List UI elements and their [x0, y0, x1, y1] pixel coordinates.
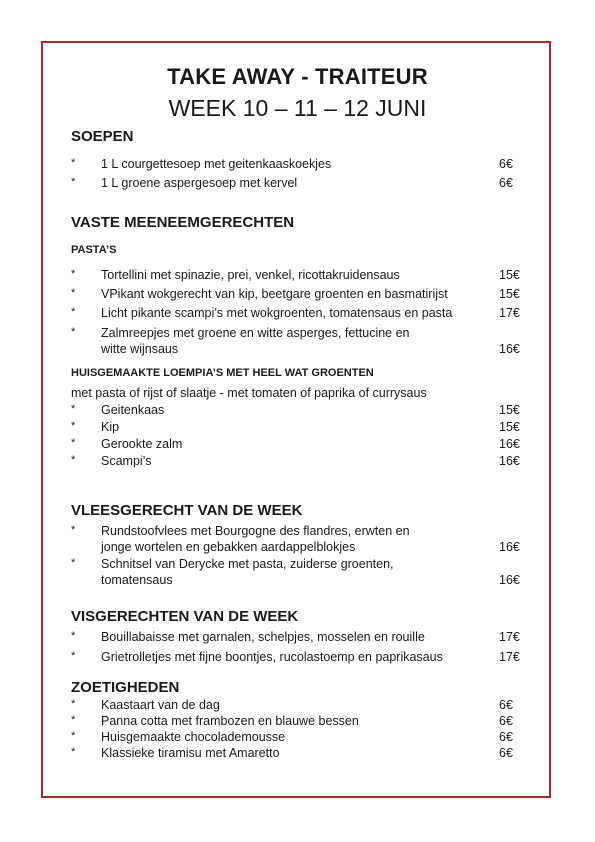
menu-item-name: Zalmreepjes met groene en witte asperges, fettucine en [101, 326, 410, 340]
menu-item-price: 15€ [499, 268, 520, 282]
bullet-star: * [71, 730, 76, 742]
menu-item-name: jonge wortelen en gebakken aardappelblokjes [101, 540, 356, 554]
section-heading: SOEPEN [71, 128, 134, 145]
bullet-star: * [71, 176, 76, 188]
subsection-heading: HUISGEMAAKTE LOEMPIA’S MET HEEL WAT GROENTEN [71, 367, 374, 379]
menu-item-price: 17€ [499, 306, 520, 320]
menu-item-name: Huisgemaakte chocolademousse [101, 730, 286, 744]
section-heading: VLEESGERECHT VAN DE WEEK [71, 502, 303, 519]
menu-item-price: 6€ [499, 746, 513, 760]
section-heading: VASTE MEENEEMGERECHTEN [71, 214, 295, 231]
menu-item-name: Panna cotta met frambozen en blauwe bessen [101, 714, 359, 728]
menu-item-name: Gerookte zalm [101, 437, 183, 451]
menu-item-name: tomatensaus [101, 573, 173, 587]
menu-item-price: 15€ [499, 287, 520, 301]
menu-item-name: Geitenkaas [101, 403, 165, 417]
menu-item-name: Bouillabaisse met garnalen, schelpjes, mosselen en rouille [101, 630, 425, 644]
bullet-star: * [71, 746, 76, 758]
section-heading: ZOETIGHEDEN [71, 679, 180, 696]
bullet-star: * [71, 557, 76, 569]
menu-item-name: Tortellini met spinazie, prei, venkel, ricottakruidensaus [101, 268, 400, 282]
menu-title: TAKE AWAY - TRAITEUR [167, 64, 428, 89]
menu-item-price: 16€ [499, 342, 520, 356]
bullet-star: * [71, 157, 76, 169]
bullet-star: * [71, 650, 76, 662]
menu-item-price: 6€ [499, 176, 513, 190]
menu-item-price: 15€ [499, 403, 520, 417]
menu-item-price: 15€ [499, 420, 520, 434]
bullet-star: * [71, 287, 76, 299]
menu-item-price: 16€ [499, 437, 520, 451]
bullet-star: * [71, 420, 76, 432]
subsection-heading: PASTA’S [71, 244, 117, 256]
menu-item-name: witte wijnsaus [101, 342, 179, 356]
bullet-star: * [71, 268, 76, 280]
menu-item-name: VPikant wokgerecht van kip, beetgare groenten en basmatirijst [101, 287, 448, 301]
menu-item-name: Klassieke tiramisu met Amaretto [101, 746, 280, 760]
menu-item-price: 16€ [499, 540, 520, 554]
menu-item-price: 16€ [499, 573, 520, 587]
menu-item-name: Kip [101, 420, 120, 434]
menu-item-price: 16€ [499, 454, 520, 468]
bullet-star: * [71, 306, 76, 318]
menu-item-price: 17€ [499, 630, 520, 644]
menu-item-price: 6€ [499, 157, 513, 171]
menu-week: WEEK 10 – 11 – 12 JUNI [168, 95, 427, 121]
bullet-star: * [71, 524, 76, 536]
bullet-star: * [71, 326, 76, 338]
bullet-star: * [71, 630, 76, 642]
menu-item-name: Grietrolletjes met fijne boontjes, rucolastoemp en paprikasaus [101, 650, 443, 664]
menu-item-price: 6€ [499, 714, 513, 728]
menu-item-name: Kaastaart van de dag [101, 698, 220, 712]
menu-item-price: 6€ [499, 730, 513, 744]
bullet-star: * [71, 403, 76, 415]
menu-item-name: Scampi’s [101, 454, 152, 468]
menu-item-name: 1 L groene aspergesoep met kervel [101, 176, 298, 190]
menu-item-name: Rundstoofvlees met Bourgogne des flandres, erwten en [101, 524, 410, 538]
section-heading: VISGERECHTEN VAN DE WEEK [71, 608, 299, 625]
bullet-star: * [71, 698, 76, 710]
menu-item-name: 1 L courgettesoep met geitenkaaskoekjes [101, 157, 332, 171]
menu-item-price: 6€ [499, 698, 513, 712]
bullet-star: * [71, 437, 76, 449]
bullet-star: * [71, 714, 76, 726]
subsection-note: met pasta of rijst of slaatje - met tomaten of paprika of currysaus [71, 386, 427, 400]
menu-item-name: Licht pikante scampi’s met wokgroenten, tomatensaus en pasta [101, 306, 453, 320]
bullet-star: * [71, 454, 76, 466]
menu-item-price: 17€ [499, 650, 520, 664]
menu-item-name: Schnitsel van Derycke met pasta, zuiderse groenten, [101, 557, 394, 571]
